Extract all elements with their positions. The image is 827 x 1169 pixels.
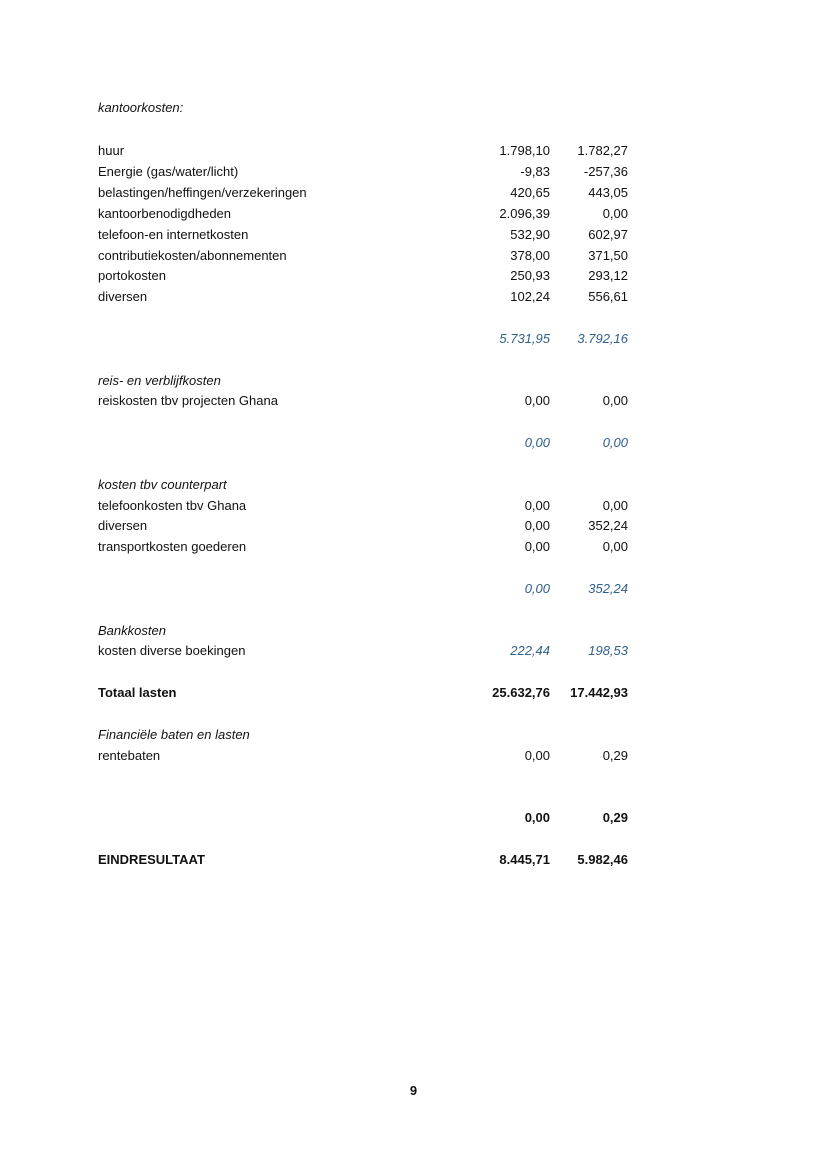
heading-text: Bankkosten — [98, 623, 166, 638]
row-label: EINDRESULTAAT — [98, 852, 205, 867]
value-current-year: 250,93 — [510, 268, 550, 283]
section-heading-reiskosten — [98, 371, 630, 391]
subtotal-current-year: 0,00 — [524, 435, 550, 450]
table-row — [98, 141, 630, 161]
subtotal-current-year: 0,00 — [524, 581, 550, 596]
result-row-eindresultaat — [98, 850, 630, 870]
row-label: diversen — [98, 518, 148, 533]
value-current-year: 0,00 — [524, 518, 550, 533]
table-row — [98, 246, 630, 266]
value-previous-year: 198,53 — [588, 643, 628, 658]
row-label: telefoon-en internetkosten — [98, 227, 249, 242]
value-previous-year: 0,29 — [602, 748, 628, 763]
value-current-year: 378,00 — [510, 248, 550, 263]
value-previous-year: 0,00 — [602, 498, 628, 513]
value-previous-year: 371,50 — [588, 248, 628, 263]
value-previous-year: 602,97 — [588, 227, 628, 242]
value-current-year: 420,65 — [510, 185, 550, 200]
row-label: huur — [98, 143, 125, 158]
subtotal-previous-year: 3.792,16 — [577, 331, 628, 346]
subtotal-previous-year: 352,24 — [588, 581, 628, 596]
section-heading-bankkosten — [98, 621, 630, 641]
heading-text: reis- en verblijfkosten — [98, 373, 221, 388]
row-label: kantoorbenodigdheden — [98, 206, 232, 221]
table-row — [98, 162, 630, 182]
subtotal-row-counterpart — [98, 579, 630, 599]
subtotal-current-year: 0,00 — [524, 810, 550, 825]
table-row — [98, 496, 630, 516]
heading-text: kantoorkosten: — [98, 100, 184, 115]
value-current-year: 0,00 — [524, 748, 550, 763]
value-previous-year: 17.442,93 — [570, 685, 628, 700]
subtotal-row-financieel — [98, 808, 630, 828]
subtotal-row-kantoorkosten — [98, 329, 630, 349]
row-label: Totaal lasten — [98, 685, 177, 700]
subtotal-previous-year: 0,29 — [602, 810, 628, 825]
subtotal-row-reiskosten — [98, 433, 630, 453]
table-row — [98, 391, 630, 411]
value-current-year: 0,00 — [524, 498, 550, 513]
section-heading-counterpart — [98, 475, 630, 495]
subtotal-current-year: 5.731,95 — [499, 331, 550, 346]
section-heading-kantoorkosten — [98, 98, 630, 118]
value-current-year: 0,00 — [524, 393, 550, 408]
page-number: 9 — [409, 1083, 418, 1098]
row-label: diversen — [98, 289, 148, 304]
row-label: kosten diverse boekingen — [98, 643, 246, 658]
value-previous-year: 0,00 — [602, 539, 628, 554]
table-row — [98, 641, 630, 661]
table-row — [98, 516, 630, 536]
value-current-year: 222,44 — [510, 643, 550, 658]
value-current-year: 8.445,71 — [499, 852, 550, 867]
value-previous-year: 5.982,46 — [577, 852, 628, 867]
heading-text: Financiële baten en lasten — [98, 727, 250, 742]
value-current-year: -9,83 — [520, 164, 550, 179]
value-previous-year: 0,00 — [602, 206, 628, 221]
table-row — [98, 287, 630, 307]
subtotal-previous-year: 0,00 — [602, 435, 628, 450]
row-label: Energie (gas/water/licht) — [98, 164, 239, 179]
value-previous-year: 0,00 — [602, 393, 628, 408]
heading-text: kosten tbv counterpart — [98, 477, 227, 492]
value-current-year: 102,24 — [510, 289, 550, 304]
row-label: reiskosten tbv projecten Ghana — [98, 393, 278, 408]
value-previous-year: -257,36 — [583, 164, 628, 179]
value-previous-year: 556,61 — [588, 289, 628, 304]
value-previous-year: 293,12 — [588, 268, 628, 283]
table-row — [98, 225, 630, 245]
table-row — [98, 204, 630, 224]
table-row — [98, 183, 630, 203]
row-label: belastingen/heffingen/verzekeringen — [98, 185, 307, 200]
value-current-year: 0,00 — [524, 539, 550, 554]
row-label: contributiekosten/abonnementen — [98, 248, 287, 263]
value-current-year: 25.632,76 — [492, 685, 550, 700]
row-label: rentebaten — [98, 748, 161, 763]
section-heading-financieel — [98, 725, 630, 745]
total-row-lasten — [98, 683, 630, 703]
table-row — [98, 746, 630, 766]
value-previous-year: 1.782,27 — [577, 143, 628, 158]
row-label: portokosten — [98, 268, 166, 283]
value-current-year: 1.798,10 — [499, 143, 550, 158]
table-row — [98, 537, 630, 557]
value-previous-year: 443,05 — [588, 185, 628, 200]
table-row — [98, 266, 630, 286]
value-current-year: 532,90 — [510, 227, 550, 242]
value-previous-year: 352,24 — [588, 518, 628, 533]
row-label: transportkosten goederen — [98, 539, 247, 554]
value-current-year: 2.096,39 — [499, 206, 550, 221]
row-label: telefoonkosten tbv Ghana — [98, 498, 247, 513]
